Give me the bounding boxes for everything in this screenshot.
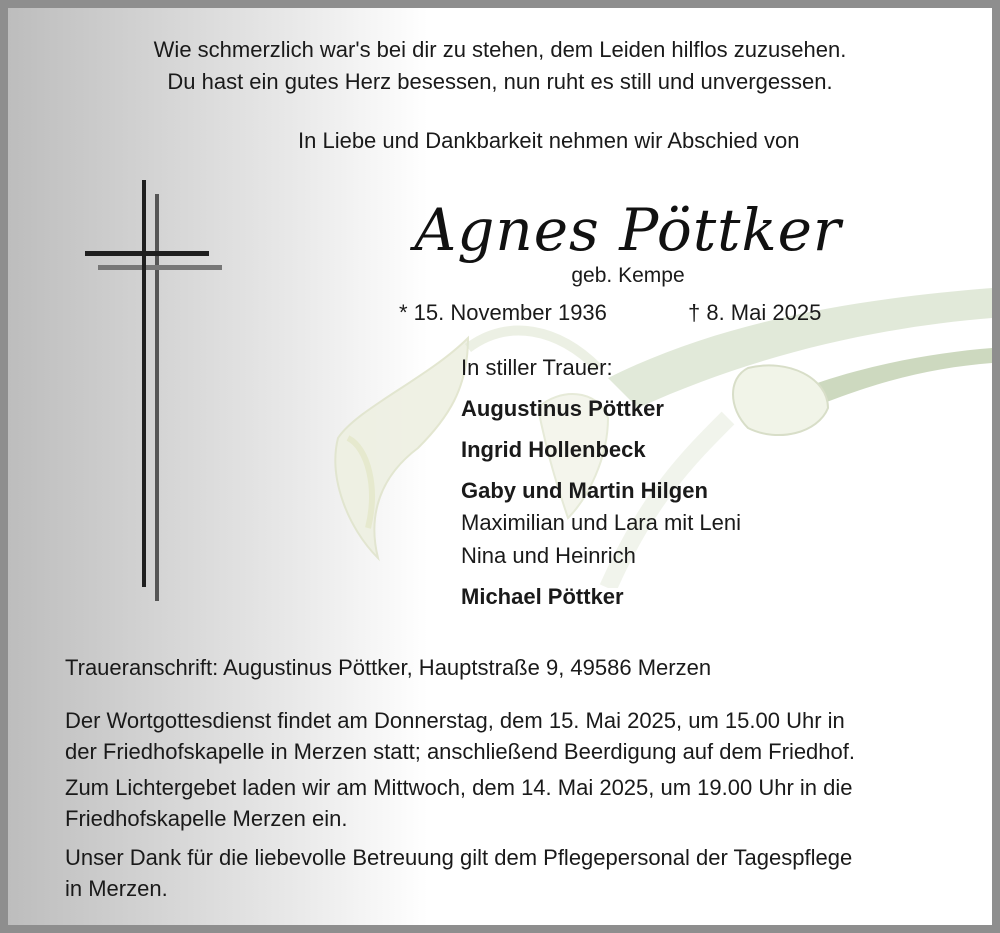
mourner-name: Michael Pöttker — [461, 584, 624, 609]
service-line-1: Der Wortgottesdienst findet am Donnerstag, dem 15. Mai 2025, um 15.00 Uhr in — [65, 708, 845, 733]
poem-line-2: Du hast ein gutes Herz besessen, nun ruht es still und unvergessen. — [167, 69, 833, 94]
obituary-card — [8, 8, 992, 925]
thanks-line-2: in Merzen. — [65, 876, 168, 901]
mourner-name: Augustinus Pöttker — [461, 396, 664, 421]
birth-date: * 15. November 1936 — [399, 300, 607, 325]
death-date: † 8. Mai 2025 — [688, 300, 822, 325]
poem-line-1: Wie schmerzlich war's bei dir zu stehen, dem Leiden hilflos zuzusehen. — [153, 37, 847, 62]
mourner-name: Ingrid Hollenbeck — [461, 437, 646, 462]
thanks-line-1: Unser Dank für die liebevolle Betreuung gilt dem Pflegepersonal der Tagespflege — [65, 845, 853, 870]
mourning-heading: In stiller Trauer: — [461, 355, 613, 380]
mourner-name: Maximilian und Lara mit Leni — [461, 510, 742, 535]
birth-name: geb. Kempe — [571, 264, 685, 287]
prayer-line-2: Friedhofskapelle Merzen ein. — [65, 806, 348, 831]
intro-text: In Liebe und Dankbarkeit nehmen wir Abschied von — [298, 128, 800, 153]
prayer-line-1: Zum Lichtergebet laden wir am Mittwoch, dem 14. Mai 2025, um 19.00 Uhr in die — [65, 775, 853, 800]
mourning-address: Traueranschrift: Augustinus Pöttker, Hauptstraße 9, 49586 Merzen — [65, 655, 712, 680]
mourner-name: Gaby und Martin Hilgen — [461, 478, 708, 503]
deceased-name: Agnes Pöttker — [414, 196, 842, 264]
mourner-name: Nina und Heinrich — [461, 543, 636, 568]
service-line-2: der Friedhofskapelle in Merzen statt; anschließend Beerdigung auf dem Friedhof. — [65, 739, 855, 764]
